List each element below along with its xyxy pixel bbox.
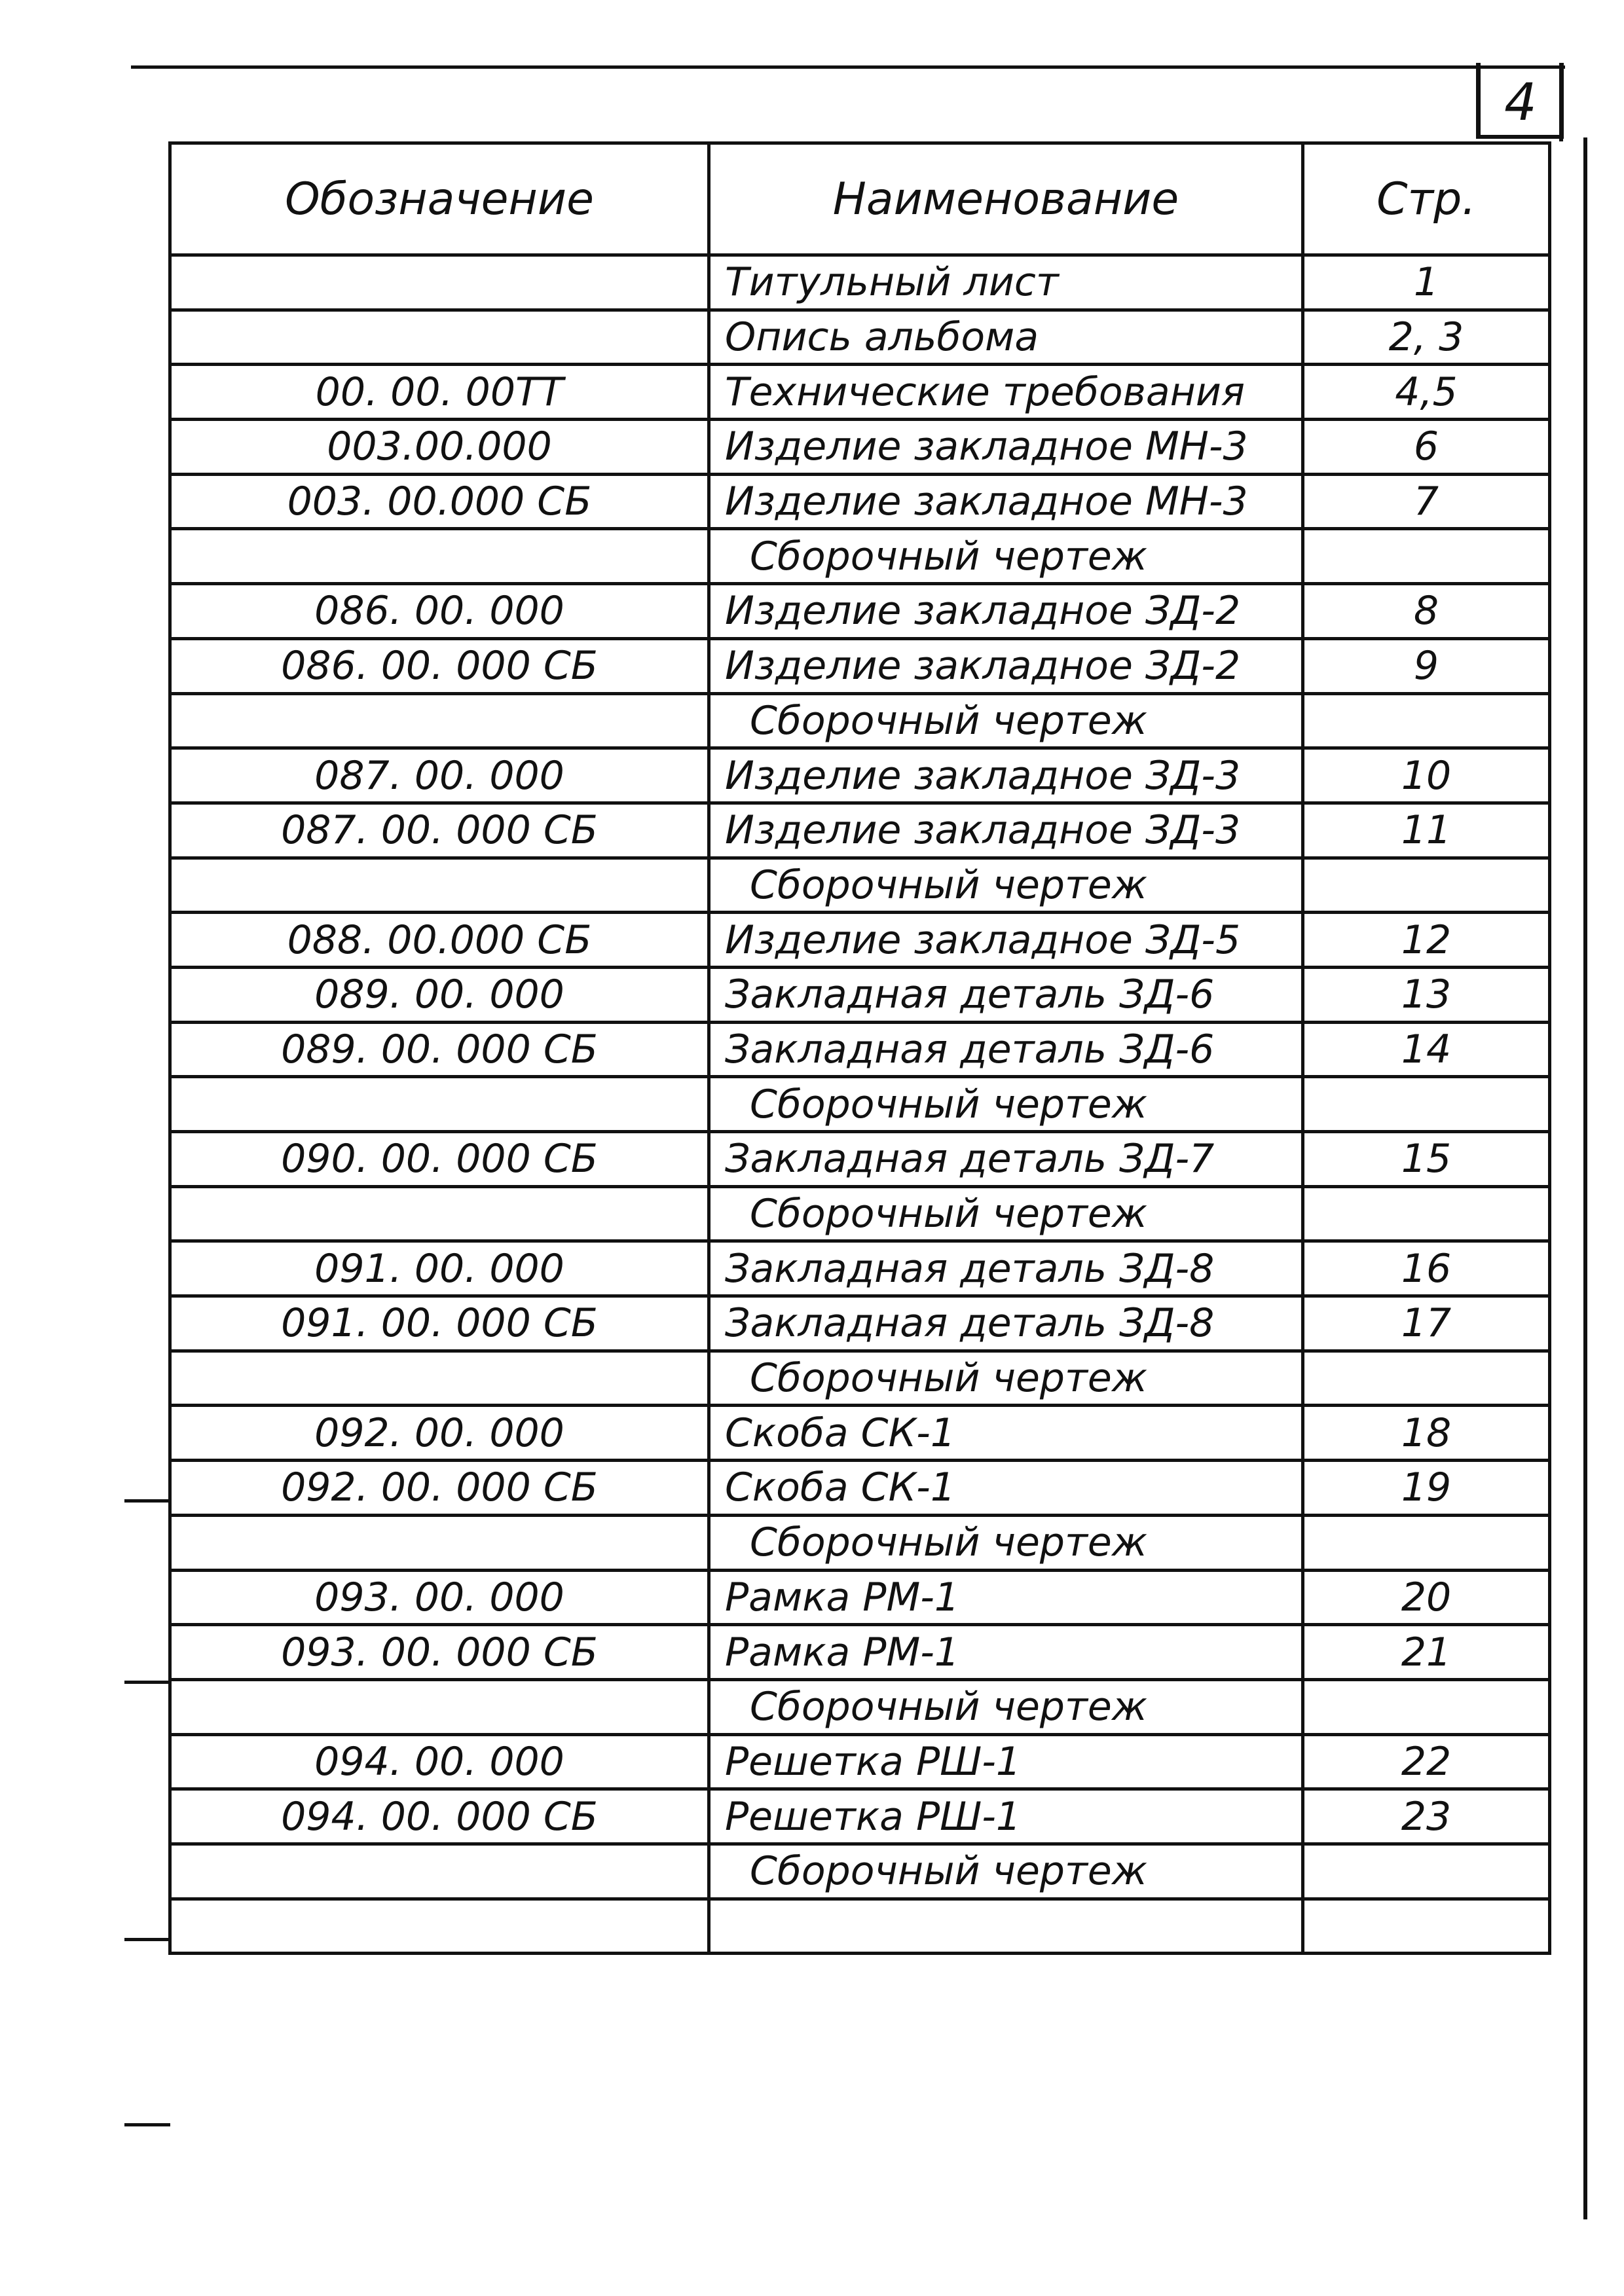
table-row [170,1241,1550,1296]
header-page: Стр. [1303,143,1550,255]
table-row [170,1186,1550,1241]
left-margin-tick [124,1681,170,1684]
cell-page: 10 [1303,748,1550,803]
cell-name: Скоба СК-1 [709,1406,1303,1461]
cell-name: Сборочный чертеж [709,693,1303,748]
table-header-row [170,143,1550,255]
table-row [170,1351,1550,1406]
cell-page: 19 [1303,1461,1550,1516]
left-margin-tick [124,1499,170,1503]
cell-name: Изделие закладное ЗД-5 [709,913,1303,968]
cell-designation: 003. 00.000 СБ [170,474,709,529]
cell-page [1303,1899,1550,1954]
cell-name: Закладная деталь ЗД-8 [709,1241,1303,1296]
cell-name: Изделие закладное ЗД-3 [709,748,1303,803]
cell-designation: 093. 00. 000 [170,1570,709,1625]
cell-designation [170,529,709,584]
cell-page [1303,1679,1550,1734]
cell-designation [170,310,709,365]
cell-name: Сборочный чертеж [709,858,1303,913]
cell-designation: 086. 00. 000 СБ [170,638,709,693]
cell-page: 1 [1303,255,1550,310]
cell-name: Решетка РШ-1 [709,1734,1303,1789]
table-row [170,1296,1550,1351]
cell-page: 16 [1303,1241,1550,1296]
cell-page: 20 [1303,1570,1550,1625]
cell-page: 8 [1303,584,1550,639]
table-row [170,365,1550,420]
cell-page: 7 [1303,474,1550,529]
table-row [170,803,1550,858]
table-row [170,1461,1550,1516]
cell-name: Опись альбома [709,310,1303,365]
cell-page [1303,858,1550,913]
cell-designation: 086. 00. 000 [170,584,709,639]
cell-designation: 092. 00. 000 [170,1406,709,1461]
cell-name: Титульный лист [709,255,1303,310]
cell-designation: 093. 00. 000 СБ [170,1625,709,1680]
bottom-frame-extension [124,2123,170,2126]
cell-name: Закладная деталь ЗД-6 [709,1022,1303,1077]
cell-name: Сборочный чертеж [709,529,1303,584]
table-row [170,967,1550,1022]
table-row [170,420,1550,475]
cell-designation: 091. 00. 000 [170,1241,709,1296]
cell-designation: 094. 00. 000 [170,1734,709,1789]
cell-page: 23 [1303,1789,1550,1844]
cell-name: Сборочный чертеж [709,1351,1303,1406]
cell-designation [170,1351,709,1406]
cell-designation [170,1844,709,1899]
cell-page [1303,1844,1550,1899]
cell-page [1303,1351,1550,1406]
cell-name: Сборочный чертеж [709,1077,1303,1132]
header-designation: Обозначение [170,143,709,255]
cell-name: Решетка РШ-1 [709,1789,1303,1844]
header-name: Наименование [709,143,1303,255]
cell-page: 11 [1303,803,1550,858]
cell-designation [170,1186,709,1241]
cell-page: 18 [1303,1406,1550,1461]
table-row [170,693,1550,748]
table-row [170,1679,1550,1734]
cell-name: Изделие закладное ЗД-2 [709,638,1303,693]
cell-name: Закладная деталь ЗД-7 [709,1132,1303,1187]
table-row [170,1077,1550,1132]
table-row [170,748,1550,803]
left-margin-tick [124,1938,170,1941]
table-row [170,913,1550,968]
cell-designation [170,1077,709,1132]
table-row [170,255,1550,310]
table-row [170,1132,1550,1187]
cell-page: 9 [1303,638,1550,693]
cell-designation: 092. 00. 000 СБ [170,1461,709,1516]
cell-designation: 089. 00. 000 [170,967,709,1022]
cell-name: Изделие закладное МН-3 [709,420,1303,475]
table-row [170,1734,1550,1789]
table-row [170,474,1550,529]
table-row [170,1625,1550,1680]
page-number: 4 [1504,73,1537,132]
cell-designation [170,858,709,913]
cell-designation: 087. 00. 000 [170,748,709,803]
cell-page: 12 [1303,913,1550,968]
cell-designation: 088. 00.000 СБ [170,913,709,968]
cell-name: Закладная деталь ЗД-6 [709,967,1303,1022]
table-row [170,1406,1550,1461]
table-row [170,1022,1550,1077]
cell-designation [170,1679,709,1734]
cell-page [1303,1515,1550,1570]
cell-designation: 087. 00. 000 СБ [170,803,709,858]
cell-name: Сборочный чертеж [709,1186,1303,1241]
table-row [170,638,1550,693]
table-row [170,1899,1550,1954]
cell-name [709,1899,1303,1954]
cell-page: 4,5 [1303,365,1550,420]
album-contents-table [168,141,1551,1955]
cell-name: Закладная деталь ЗД-8 [709,1296,1303,1351]
cell-designation: 00. 00. 00ТТ [170,365,709,420]
table-row [170,584,1550,639]
table-row [170,529,1550,584]
table-row [170,1844,1550,1899]
cell-page: 2, 3 [1303,310,1550,365]
cell-name: Рамка РМ-1 [709,1625,1303,1680]
cell-designation: 089. 00. 000 СБ [170,1022,709,1077]
cell-page: 15 [1303,1132,1550,1187]
cell-page: 22 [1303,1734,1550,1789]
cell-designation [170,1515,709,1570]
cell-name: Сборочный чертеж [709,1679,1303,1734]
cell-page: 13 [1303,967,1550,1022]
cell-page [1303,1186,1550,1241]
cell-name: Рамка РМ-1 [709,1570,1303,1625]
table-row [170,310,1550,365]
cell-page: 14 [1303,1022,1550,1077]
cell-name: Изделие закладное МН-3 [709,474,1303,529]
cell-name: Технические требования [709,365,1303,420]
cell-page [1303,529,1550,584]
cell-name: Изделие закладное ЗД-2 [709,584,1303,639]
table-row [170,1789,1550,1844]
cell-designation: 094. 00. 000 СБ [170,1789,709,1844]
cell-page [1303,1077,1550,1132]
cell-name: Изделие закладное ЗД-3 [709,803,1303,858]
cell-designation [170,693,709,748]
cell-designation: 003.00.000 [170,420,709,475]
cell-page: 21 [1303,1625,1550,1680]
table-row [170,858,1550,913]
cell-name: Сборочный чертеж [709,1844,1303,1899]
table-row [170,1570,1550,1625]
cell-page: 6 [1303,420,1550,475]
cell-page [1303,693,1550,748]
top-frame-line [131,65,1565,69]
right-frame-line [1583,137,1587,2219]
table-row [170,1515,1550,1570]
cell-designation [170,1899,709,1954]
cell-name: Скоба СК-1 [709,1461,1303,1516]
cell-designation: 090. 00. 000 СБ [170,1132,709,1187]
cell-designation [170,255,709,310]
cell-name: Сборочный чертеж [709,1515,1303,1570]
cell-designation: 091. 00. 000 СБ [170,1296,709,1351]
cell-page: 17 [1303,1296,1550,1351]
